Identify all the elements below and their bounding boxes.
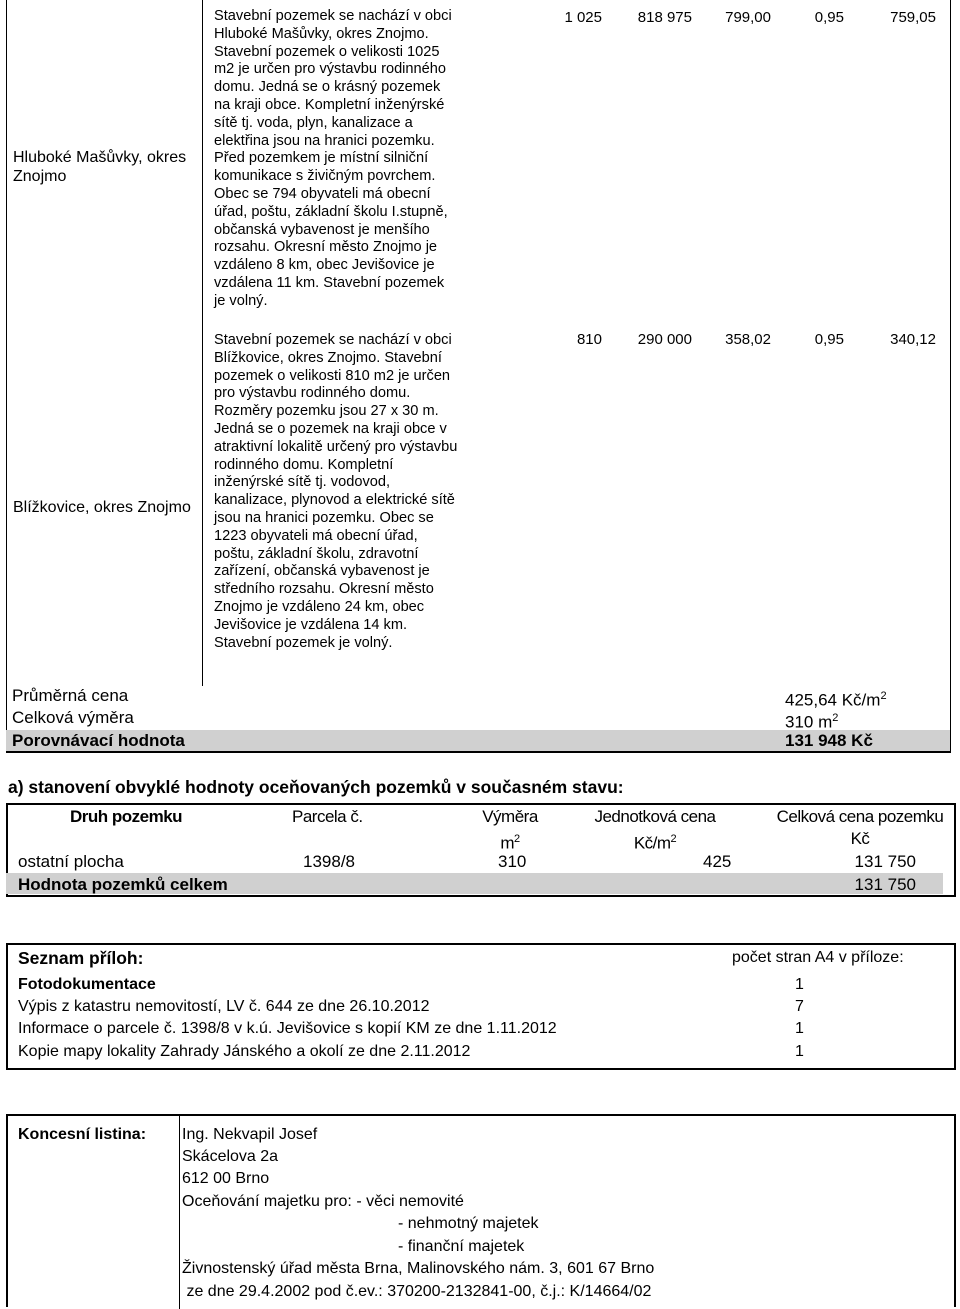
total-price: 131 750: [854, 852, 916, 871]
land-total-value: 131 750: [854, 875, 916, 894]
comparison-adjusted-price: 759,05: [890, 9, 936, 26]
unit-price: 425: [703, 852, 732, 871]
attachments-pages-header: počet stran A4 v příloze:: [732, 949, 904, 966]
comparison-value: 131 948 Kč: [785, 731, 873, 750]
comparison-area: 810: [576, 331, 602, 348]
comparison-value-label: Porovnávací hodnota: [12, 731, 185, 750]
license-line: 612 00 Brno: [182, 1170, 270, 1187]
license-line: Živnostenský úřad města Brna, Malinovského nám. 3, 601 67 Brno: [182, 1260, 655, 1277]
column-header-type: Druh pozemku: [70, 807, 183, 826]
license-divider: [179, 1116, 180, 1309]
comparison-price: 818 975: [637, 9, 692, 26]
column-header-area: Výměra $m^2$: [482, 807, 538, 853]
attachment-pages: 1: [795, 976, 804, 993]
license-line: Skácelova 2a: [182, 1148, 279, 1165]
attachment-name: Kopie mapy lokality Zahrady Jánského a okolí ze dne 2.11.2012: [18, 1043, 471, 1060]
land-area: 310: [498, 852, 527, 871]
license-label: Koncesní listina:: [18, 1126, 147, 1143]
average-price-value: 425,64 $Kč/m^2$: [785, 690, 887, 710]
section-a-heading: a) stanovení obvyklé hodnoty oceňovaných pozemků v současném stavu:: [8, 777, 624, 797]
column-divider: [202, 0, 203, 686]
license-line: Ing. Nekvapil Josef: [182, 1126, 318, 1143]
column-header-total-price: Celková cena pozemku Kč: [776, 807, 944, 848]
table-border-right: [950, 0, 951, 753]
comparison-location: Hluboké Mašůvky, okres Znojmo: [13, 149, 187, 185]
total-area-value: 310 $m^2$: [785, 712, 839, 732]
table-border-left: [6, 0, 7, 753]
license-line: ze dne 29.4.2002 pod č.ev.: 370200-2132841-00, č.j.: K/14664/02: [182, 1283, 652, 1300]
land-total-label: Hodnota pozemků celkem: [18, 875, 228, 894]
attachments-title: Seznam příloh:: [18, 948, 144, 968]
comparison-table: [6, 0, 957, 753]
comparison-location: Blížkovice, okres Znojmo: [13, 499, 191, 516]
land-type: ostatní plocha: [18, 852, 124, 871]
comparison-area: 1 025: [564, 9, 602, 26]
license-line: - finanční majetek: [398, 1238, 525, 1255]
column-header-unit-price: Jednotková cena $Kč/m^2$: [594, 807, 716, 853]
attachment-name: Výpis z katastru nemovitostí, LV č. 644 ze dne 26.10.2012: [18, 998, 430, 1015]
average-price-label: Průměrná cena: [12, 686, 129, 705]
comparison-description: Stavební pozemek se nachází v obci Hluboké Mašůvky, okres Znojmo. Stavební pozemek o velikosti 1025 m2 je určen pro výstavbu rodinného domu. Jedná se o krásný pozemek na kraji obce. Kompletní inženýrské sítě tj. voda, plyn, kanalizace a elektřina jsou na hranici pozemku. Před pozemkem je místní silniční komunikace s živičným povrchem. Obec se 794 obyvateli má obecní úřad, poštu, základní školu I.stupně, občanská vybavenost je menšího rozsahu. Okresní město Znojmo je vzdáleno 8 km, obec Jevišovice je vzdálena 11 km. Stavební pozemek je volný.: [214, 8, 452, 309]
attachment-pages: 7: [795, 998, 804, 1015]
table-bottom-border: [6, 751, 951, 753]
attachment-pages: 1: [795, 1043, 804, 1060]
comparison-price: 290 000: [637, 331, 692, 348]
license-line: Oceňování majetku pro: - věci nemovité: [182, 1193, 464, 1210]
license-line: - nehmotný majetek: [398, 1215, 539, 1232]
parcel-number: 1398/8: [303, 852, 355, 871]
comparison-coefficient: 0,95: [814, 331, 844, 348]
total-area-label: Celková výměra: [12, 708, 134, 727]
attachment-name: Informace o parcele č. 1398/8 v k.ú. Jevišovice s kopií KM ze dne 1.11.2012: [18, 1020, 557, 1037]
comparison-description: Stavební pozemek se nachází v obci Blížkovice, okres Znojmo. Stavební pozemek o velikosti 810 m2 je určen pro výstavbu rodinného domu. Rozměry pozemku jsou 27 x 30 m. Jedná se o pozemek na kraji obce v atraktivní lokalitě určený pro výstavbu rodinného domu. Kompletní inženýrské sítě tj. vodovod, kanalizace, plynovod a elektrické sítě jsou na hranici pozemku. Obec se 1223 obyvateli má obecní úřad, poštu, základní školu, zdravotní zařízení, občanská vybavenost je středního rozsahu. Okresní město Znojmo je vzdáleno 24 km, obec Jevišovice je vzdálena 14 km. Stavební pozemek je volný.: [214, 332, 458, 651]
comparison-unit-price: 799,00: [725, 9, 771, 26]
column-header-parcel: Parcela č.: [292, 807, 363, 826]
attachment-name: Fotodokumentace: [18, 976, 156, 993]
comparison-adjusted-price: 340,12: [890, 331, 936, 348]
comparison-coefficient: 0,95: [814, 9, 844, 26]
comparison-unit-price: 358,02: [725, 331, 771, 348]
attachment-pages: 1: [795, 1020, 804, 1037]
